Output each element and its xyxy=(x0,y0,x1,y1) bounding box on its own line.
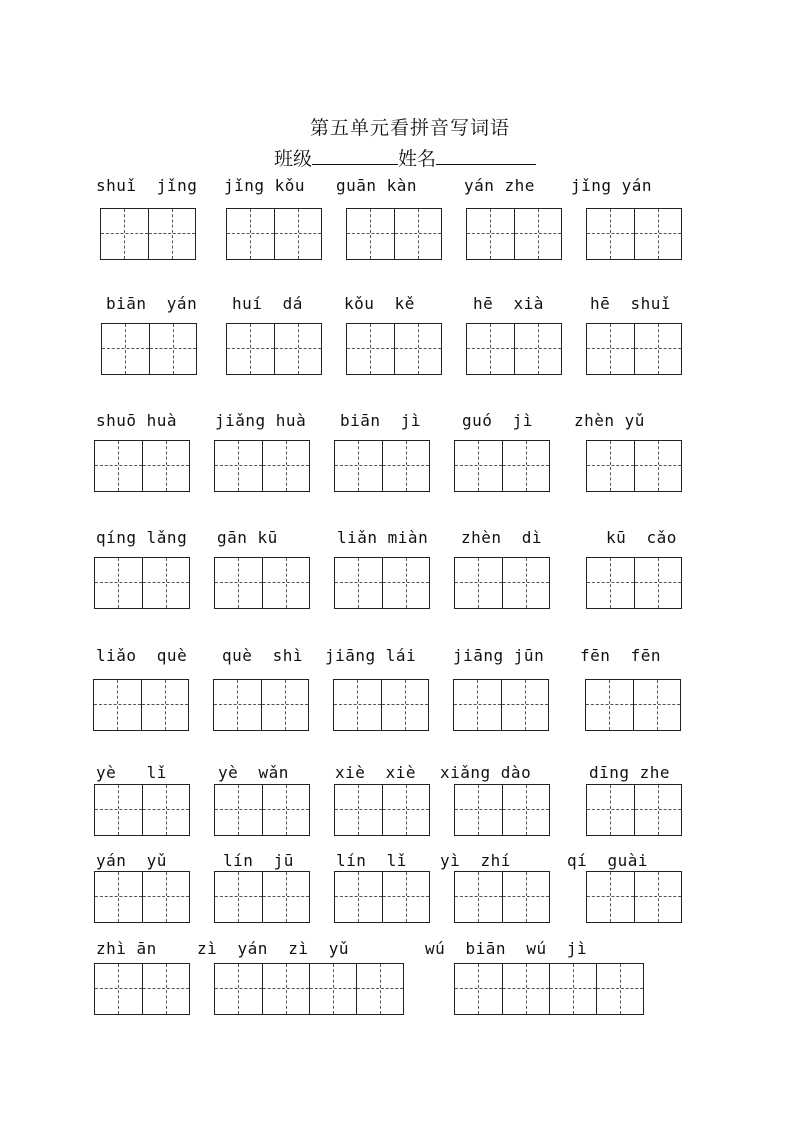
pinyin-label: shuǐ jǐng xyxy=(96,176,198,195)
writing-cell[interactable] xyxy=(382,441,429,491)
class-blank[interactable] xyxy=(312,146,398,165)
character-grid xyxy=(346,323,442,375)
writing-cell[interactable] xyxy=(274,209,321,259)
character-grid xyxy=(466,208,562,260)
character-grid xyxy=(94,440,190,492)
writing-cell[interactable] xyxy=(633,680,680,730)
character-grid xyxy=(466,323,562,375)
pinyin-label: qí guài xyxy=(567,851,649,870)
writing-cell[interactable] xyxy=(95,872,142,922)
character-grid xyxy=(454,440,550,492)
writing-cell[interactable] xyxy=(455,785,502,835)
writing-cell[interactable] xyxy=(95,785,142,835)
pinyin-label: yè lǐ xyxy=(96,763,167,782)
character-grid xyxy=(454,871,550,923)
pinyin-label: huí dá xyxy=(232,294,303,313)
writing-cell[interactable] xyxy=(101,209,148,259)
name-label: 姓名 xyxy=(398,148,437,170)
character-grid xyxy=(346,208,442,260)
writing-cell[interactable] xyxy=(587,558,634,608)
pinyin-label: shuō huà xyxy=(96,411,178,430)
writing-cell[interactable] xyxy=(274,324,321,374)
writing-cell[interactable] xyxy=(356,964,403,1014)
pinyin-label: yán yǔ xyxy=(96,851,167,870)
writing-cell[interactable] xyxy=(394,209,441,259)
pinyin-label: xiǎng dào xyxy=(440,763,532,782)
character-grid xyxy=(214,784,310,836)
writing-cell[interactable] xyxy=(502,558,549,608)
writing-cell[interactable] xyxy=(261,680,308,730)
writing-cell[interactable] xyxy=(227,324,274,374)
writing-cell[interactable] xyxy=(141,680,188,730)
writing-cell[interactable] xyxy=(596,964,643,1014)
character-grid xyxy=(226,208,322,260)
writing-cell[interactable] xyxy=(394,324,441,374)
writing-cell[interactable] xyxy=(334,680,381,730)
writing-cell[interactable] xyxy=(514,209,561,259)
pinyin-label: lín lǐ xyxy=(336,851,407,870)
character-grid xyxy=(94,557,190,609)
pinyin-label: yì zhí xyxy=(440,851,511,870)
writing-cell[interactable] xyxy=(587,785,634,835)
writing-cell[interactable] xyxy=(514,324,561,374)
character-grid xyxy=(586,871,682,923)
writing-cell[interactable] xyxy=(262,785,309,835)
student-info-line xyxy=(274,144,536,171)
character-grid xyxy=(454,784,550,836)
character-grid xyxy=(585,679,681,731)
writing-cell[interactable] xyxy=(148,209,195,259)
writing-cell[interactable] xyxy=(227,209,274,259)
writing-cell[interactable] xyxy=(335,441,382,491)
character-grid xyxy=(214,871,310,923)
pinyin-label: liǎo què xyxy=(96,646,188,665)
writing-cell[interactable] xyxy=(142,785,189,835)
writing-cell[interactable] xyxy=(95,441,142,491)
writing-cell[interactable] xyxy=(455,964,502,1014)
writing-cell[interactable] xyxy=(467,209,514,259)
pinyin-label: guān kàn xyxy=(336,176,418,195)
character-grid xyxy=(226,323,322,375)
writing-cell[interactable] xyxy=(335,785,382,835)
writing-cell[interactable] xyxy=(382,785,429,835)
writing-cell[interactable] xyxy=(215,872,262,922)
writing-cell[interactable] xyxy=(502,872,549,922)
pinyin-label: què shì xyxy=(222,646,304,665)
writing-cell[interactable] xyxy=(382,558,429,608)
character-grid xyxy=(214,440,310,492)
character-grid xyxy=(101,323,197,375)
writing-cell[interactable] xyxy=(549,964,596,1014)
character-grid xyxy=(334,557,430,609)
pinyin-label: xiè xiè xyxy=(335,763,417,782)
writing-cell[interactable] xyxy=(634,441,681,491)
class-label: 班级 xyxy=(274,148,313,170)
pinyin-label: qíng lǎng xyxy=(96,528,188,547)
writing-cell[interactable] xyxy=(634,785,681,835)
pinyin-label: dīng zhe xyxy=(589,763,671,782)
writing-cell[interactable] xyxy=(587,872,634,922)
character-grid xyxy=(333,679,429,731)
writing-cell[interactable] xyxy=(262,872,309,922)
character-grid xyxy=(586,440,682,492)
writing-cell[interactable] xyxy=(587,209,634,259)
writing-cell[interactable] xyxy=(335,872,382,922)
pinyin-label: hē shuǐ xyxy=(590,294,672,313)
pinyin-label: biān yán xyxy=(106,294,198,313)
writing-cell[interactable] xyxy=(455,872,502,922)
writing-cell[interactable] xyxy=(634,558,681,608)
writing-cell[interactable] xyxy=(586,680,633,730)
writing-cell[interactable] xyxy=(142,558,189,608)
character-grid xyxy=(454,557,550,609)
pinyin-label: kū cǎo xyxy=(606,528,677,547)
character-grid xyxy=(586,208,682,260)
pinyin-label: jiāng lái xyxy=(325,646,417,665)
character-grid xyxy=(453,679,549,731)
pinyin-label: lín jū xyxy=(223,851,294,870)
writing-cell[interactable] xyxy=(455,441,502,491)
writing-cell[interactable] xyxy=(142,872,189,922)
character-grid xyxy=(213,679,309,731)
writing-cell[interactable] xyxy=(95,964,142,1014)
character-grid xyxy=(334,784,430,836)
writing-cell[interactable] xyxy=(347,324,394,374)
character-grid xyxy=(93,679,189,731)
writing-cell[interactable] xyxy=(454,680,501,730)
writing-cell[interactable] xyxy=(382,872,429,922)
writing-cell[interactable] xyxy=(587,441,634,491)
writing-cell[interactable] xyxy=(215,964,262,1014)
character-grid xyxy=(454,963,644,1015)
pinyin-label: biān jì xyxy=(340,411,422,430)
writing-cell[interactable] xyxy=(634,872,681,922)
writing-cell[interactable] xyxy=(215,785,262,835)
pinyin-label: wú biān wú jì xyxy=(425,939,588,958)
character-grid xyxy=(586,784,682,836)
character-grid xyxy=(586,323,682,375)
pinyin-label: zì yán zì yǔ xyxy=(197,939,349,958)
pinyin-label: zhèn dì xyxy=(461,528,543,547)
worksheet-title: 第五单元看拼音写词语 xyxy=(309,117,510,139)
writing-cell[interactable] xyxy=(502,964,549,1014)
writing-cell[interactable] xyxy=(347,209,394,259)
character-grid xyxy=(94,784,190,836)
writing-cell[interactable] xyxy=(215,558,262,608)
pinyin-label: zhì ān xyxy=(96,939,157,958)
writing-cell[interactable] xyxy=(634,324,681,374)
character-grid xyxy=(100,208,196,260)
writing-cell[interactable] xyxy=(214,680,261,730)
pinyin-label: yè wǎn xyxy=(218,763,289,782)
pinyin-label: yán zhe xyxy=(464,176,535,195)
pinyin-label: jǐng yán xyxy=(571,176,653,195)
writing-cell[interactable] xyxy=(634,209,681,259)
writing-cell[interactable] xyxy=(215,441,262,491)
pinyin-label: liǎn miàn xyxy=(337,528,429,547)
character-grid xyxy=(214,963,404,1015)
writing-cell[interactable] xyxy=(502,785,549,835)
writing-cell[interactable] xyxy=(142,441,189,491)
pinyin-label: jǐng kǒu xyxy=(224,176,306,195)
writing-cell[interactable] xyxy=(502,441,549,491)
character-grid xyxy=(94,963,190,1015)
writing-cell[interactable] xyxy=(455,558,502,608)
name-blank[interactable] xyxy=(436,146,536,165)
pinyin-label: jiǎng huà xyxy=(215,411,307,430)
writing-cell[interactable] xyxy=(501,680,548,730)
character-grid xyxy=(94,871,190,923)
writing-cell[interactable] xyxy=(587,324,634,374)
writing-cell[interactable] xyxy=(381,680,428,730)
writing-cell[interactable] xyxy=(94,680,141,730)
writing-cell[interactable] xyxy=(142,964,189,1014)
pinyin-label: jiāng jūn xyxy=(453,646,545,665)
pinyin-label: zhèn yǔ xyxy=(574,411,645,430)
character-grid xyxy=(586,557,682,609)
writing-cell[interactable] xyxy=(309,964,356,1014)
writing-cell[interactable] xyxy=(467,324,514,374)
pinyin-label: hē xià xyxy=(473,294,544,313)
writing-cell[interactable] xyxy=(262,441,309,491)
pinyin-label: fēn fēn xyxy=(580,646,662,665)
writing-cell[interactable] xyxy=(95,558,142,608)
writing-cell[interactable] xyxy=(262,964,309,1014)
character-grid xyxy=(334,440,430,492)
writing-cell[interactable] xyxy=(149,324,196,374)
writing-cell[interactable] xyxy=(335,558,382,608)
pinyin-label: guó jì xyxy=(462,411,533,430)
character-grid xyxy=(334,871,430,923)
pinyin-label: gān kū xyxy=(217,528,278,547)
writing-cell[interactable] xyxy=(262,558,309,608)
character-grid xyxy=(214,557,310,609)
pinyin-label: kǒu kě xyxy=(344,294,415,313)
writing-cell[interactable] xyxy=(102,324,149,374)
